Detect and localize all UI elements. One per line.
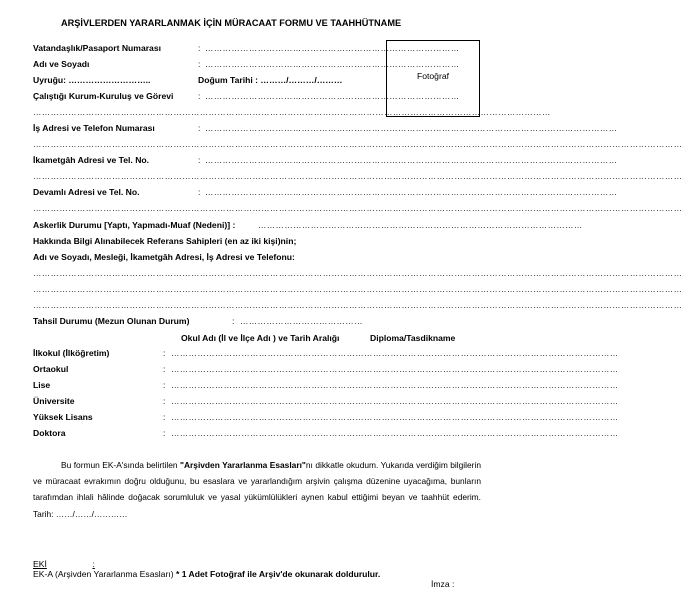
work-address-label: İş Adresi ve Telefon Numarası	[33, 123, 155, 133]
permanent-colon: :	[198, 187, 201, 197]
work-address-dots-2[interactable]: ……………………………………………………………………………………………………………………………………………………………………………………………………	[33, 139, 682, 149]
birth-date-label: Doğum Tarihi : ………/………/………	[198, 75, 343, 85]
annex-label: EKİ	[33, 559, 47, 569]
military-label: Askerlik Durumu [Yaptı, Yapmadı-Muaf (Nedeni)] :	[33, 220, 236, 230]
annex-text: EK-A (Arşivden Yararlanma Esasları)	[33, 569, 176, 579]
edu-row-colon: :	[163, 380, 166, 390]
permanent-dots-2[interactable]: ……………………………………………………………………………………………………………………………………………………………………………………………………	[33, 203, 682, 213]
edu-row-colon: :	[163, 364, 166, 374]
education-label: Tahsil Durumu (Mezun Olunan Durum)	[33, 316, 190, 326]
references-dots-2[interactable]: ……………………………………………………………………………………………………………………………………………………………………………………………………	[33, 284, 682, 294]
edu-row-dots[interactable]: ………………………………………………………………………………………………………………………………………	[171, 380, 619, 390]
education-colon: :	[232, 316, 235, 326]
references-intro: Hakkında Bilgi Alınabilecek Referans Sahipleri (en az iki kişi)nin;	[33, 236, 297, 246]
col-diploma-header: Diploma/Tasdikname	[370, 333, 456, 343]
workplace-dots-2[interactable]: ……………………………………………………………………………………………………………………………………………………………	[33, 107, 551, 117]
work-address-colon: :	[198, 123, 201, 133]
workplace-dots[interactable]: ……………………………………………………………………………	[205, 91, 460, 101]
edu-row-label: Üniversite	[33, 396, 75, 406]
edu-row-label: Ortaokul	[33, 364, 69, 374]
residence-dots-2[interactable]: ……………………………………………………………………………………………………………………………………………………………………………………………………	[33, 171, 682, 181]
form-title: ARŞİVLERDEN YARARLANMAK İÇİN MÜRACAAT FORMU VE TAAHHÜTNAME	[61, 18, 402, 28]
permanent-dots[interactable]: ……………………………………………………………………………………………………………………………	[205, 187, 618, 197]
signature-label: İmza :	[431, 579, 455, 589]
edu-row-colon: :	[163, 428, 166, 438]
edu-row-label: İlkokul (İlköğretim)	[33, 348, 110, 358]
edu-row-label: Yüksek Lisans	[33, 412, 93, 422]
edu-row-dots[interactable]: ………………………………………………………………………………………………………………………………………	[171, 348, 619, 358]
permanent-label: Devamlı Adresi ve Tel. No.	[33, 187, 140, 197]
references-dots-1[interactable]: ……………………………………………………………………………………………………………………………………………………………………………………………………	[33, 268, 682, 278]
annex-colon: :	[92, 559, 95, 569]
education-dots[interactable]: ……………………………………	[240, 316, 363, 326]
edu-row-dots[interactable]: ………………………………………………………………………………………………………………………………………	[171, 396, 619, 406]
name-colon: :	[198, 59, 201, 69]
edu-row-colon: :	[163, 412, 166, 422]
edu-row-label: Doktora	[33, 428, 66, 438]
work-address-dots[interactable]: ……………………………………………………………………………………………………………………………	[205, 123, 618, 133]
declaration-part1: Bu formun EK-A'sında belirtilen	[61, 460, 181, 470]
annex-line-2	[33, 569, 380, 580]
edu-row-dots[interactable]: ………………………………………………………………………………………………………………………………………	[171, 364, 619, 374]
edu-row-colon: :	[163, 348, 166, 358]
nationality-dots[interactable]: ……………………………………………………………………………	[205, 43, 460, 53]
name-dots[interactable]: ……………………………………………………………………………	[205, 59, 460, 69]
photo-label: Fotoğraf	[416, 71, 449, 81]
edu-row-dots[interactable]: ………………………………………………………………………………………………………………………………………	[171, 412, 619, 422]
citizenship-label: Uyruğu: ………………………..	[33, 75, 151, 85]
nationality-label: Vatandaşlık/Pasaport Numarası	[33, 43, 162, 53]
workplace-label: Çalıştığı Kurum-Kuruluş ve Görevi	[33, 91, 174, 101]
name-label: Adı ve Soyadı	[33, 59, 90, 69]
col-school-header: Okul Adı (İl ve İlçe Adı ) ve Tarih Aralığı	[181, 333, 340, 343]
edu-row-dots[interactable]: ………………………………………………………………………………………………………………………………………	[171, 428, 619, 438]
military-dots[interactable]: …………………………………………………………………………………………………	[258, 220, 583, 230]
residence-label: İkametgâh Adresi ve Tel. No.	[33, 155, 150, 165]
edu-row-colon: :	[163, 396, 166, 406]
nationality-colon: :	[198, 43, 201, 53]
declaration-emphasis: "Arşivden Yararlanma Esasları"	[180, 460, 306, 470]
references-fields: Adı ve Soyadı, Mesleği, İkametgâh Adresi, İş Adresi ve Telefonu:	[33, 252, 295, 262]
edu-row-label: Lise	[33, 380, 51, 390]
references-dots-3[interactable]: ……………………………………………………………………………………………………………………………………………………………………………………………………	[33, 300, 682, 310]
declaration-paragraph	[33, 457, 481, 522]
annex-note: * 1 Adet Fotoğraf ile Arşiv'de okunarak doldurulur.	[175, 569, 381, 579]
declaration-part2: nı dikkatle okudum. Yukarıda verdiğim bilgilerin ve müracaat evrakımın doğru olduğunu, bu esaslara ve yararlandığım arşivin çalışma düzenine uyacağıma, bunların tarafımdan ihlali hâlinde doğacak sorumluluk ve yasal yükümlülükleri aynen kabul ettiğimi beyan ve taahhüt ederim. Tarih: ……/……/…………	[33, 460, 481, 519]
workplace-colon: :	[198, 91, 201, 101]
residence-colon: :	[198, 155, 201, 165]
residence-dots[interactable]: ……………………………………………………………………………………………………………………………	[205, 155, 618, 165]
